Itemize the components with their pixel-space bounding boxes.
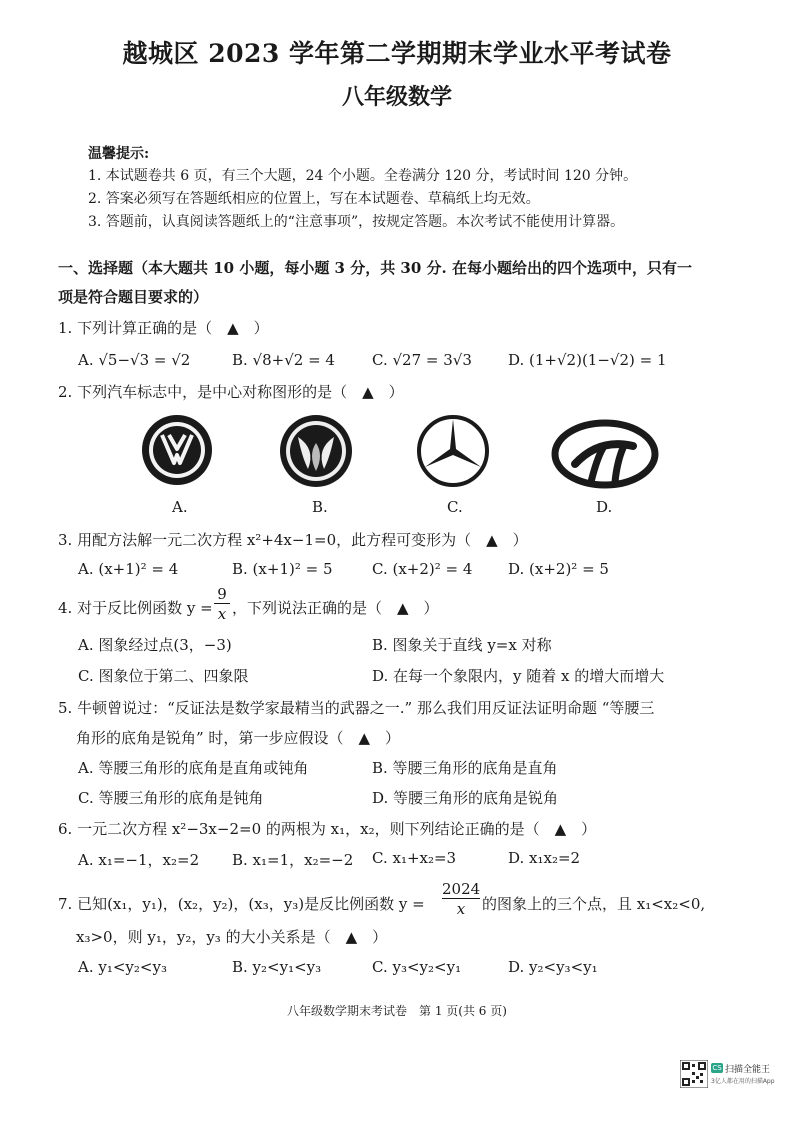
- question-7-option-b: B. y₂<y₁<y₃: [232, 958, 322, 976]
- question-2-label-b: B.: [312, 498, 328, 516]
- question-7-stem-end: 的图象上的三个点，且 x₁<x₂<0,: [482, 895, 706, 913]
- question-2-label-c: C.: [447, 498, 463, 516]
- tip-3: 3. 答题前，认真阅读答题纸上的“注意事项”，按规定答题。本次考试不能使用计算器。: [88, 214, 625, 230]
- volkswagen-logo: [140, 413, 214, 487]
- question-6-option-a: A. x₁=−1，x₂=2: [78, 851, 200, 869]
- scanner-badge: CS: [712, 1064, 722, 1072]
- question-4-option-c: C. 图象位于第二、四象限: [78, 667, 249, 685]
- question-7-option-a: A. y₁<y₂<y₃: [78, 958, 167, 976]
- question-3-option-c: C. (x+2)² = 4: [372, 560, 473, 578]
- question-3-option-d: D. (x+2)² = 5: [508, 560, 609, 578]
- question-1-stem: 1. 下列计算正确的是（ ▲ ）: [58, 319, 269, 337]
- question-5-line1: 5. 牛顿曾说过：“反证法是数学家最精当的武器之一.” 那么我们用反证法证明命题 “等腰三: [58, 699, 655, 717]
- question-7-stem-start: 7. 已知(x₁，y₁)，(x₂，y₂)，(x₃，y₃)是反比例函数 y =: [58, 895, 425, 913]
- tip-1: 1. 本试题卷共 6 页，有三个大题，24 个小题。全卷满分 120 分，考试时间 120 分钟。: [88, 168, 638, 184]
- question-3-option-b: B. (x+1)² = 5: [232, 560, 333, 578]
- section-heading-line1: 一、选择题（本大题共 10 小题，每小题 3 分，共 30 分. 在每小题给出的四个选项中，只有一: [58, 259, 692, 277]
- dongfeng-logo: [278, 413, 354, 489]
- question-5-line2: 角形的底角是锐角” 时，第一步应假设（ ▲ ）: [76, 729, 400, 747]
- scanner-watermark: [680, 1060, 780, 1090]
- question-7-fraction-denominator: x: [456, 900, 466, 918]
- question-7-line2: x₃>0，则 y₁，y₂，y₃ 的大小关系是（ ▲ ）: [76, 928, 388, 946]
- question-5-option-a: A. 等腰三角形的底角是直角或钝角: [78, 759, 309, 777]
- tip-2: 2. 答案必须写在答题纸相应的位置上，写在本试题卷、草稿纸上均无效。: [88, 191, 540, 207]
- question-1-option-b: B. √8+√2 = 4: [232, 351, 335, 369]
- question-4-option-a: A. 图象经过点(3，−3): [78, 636, 232, 654]
- question-5-option-b: B. 等腰三角形的底角是直角: [372, 759, 558, 777]
- scanner-tagline: 3亿人都在用的扫描App: [711, 1078, 775, 1085]
- question-6-option-c: C. x₁+x₂=3: [372, 849, 457, 867]
- question-7-option-c: C. y₃<y₂<y₁: [372, 958, 462, 976]
- question-1-option-c: C. √27 = 3√3: [372, 351, 472, 369]
- mercedes-logo: [415, 413, 491, 489]
- question-6-option-b: B. x₁=1，x₂=−2: [232, 851, 354, 869]
- question-4-stem-start: 4. 对于反比例函数 y =: [58, 599, 213, 617]
- qr-code-icon: [680, 1060, 708, 1088]
- question-6-stem: 6. 一元二次方程 x²−3x−2=0 的两根为 x₁，x₂，则下列结论正确的是（ ▲ ）: [58, 820, 597, 838]
- question-4-fraction-denominator: x: [217, 605, 227, 623]
- question-1-option-a: A. √5−√3 = √2: [78, 351, 191, 369]
- guangqi-logo: [551, 418, 659, 490]
- question-4-fraction-numerator: 9: [214, 586, 230, 604]
- section-heading-line2: 项是符合题目要求的）: [58, 288, 209, 306]
- page-footer: 八年级数学期末考试卷 第 1 页(共 6 页): [287, 1004, 507, 1018]
- question-3-option-a: A. (x+1)² = 4: [78, 560, 179, 578]
- tips-heading: 温馨提示:: [88, 146, 150, 162]
- exam-subtitle: 八年级数学: [341, 84, 452, 110]
- question-2-stem: 2. 下列汽车标志中，是中心对称图形的是（ ▲ ）: [58, 383, 404, 401]
- question-5-option-d: D. 等腰三角形的底角是锐角: [372, 789, 559, 807]
- question-2-label-a: A.: [172, 498, 188, 516]
- question-7-option-d: D. y₂<y₃<y₁: [508, 958, 598, 976]
- question-4-stem-end: ，下列说法正确的是（ ▲ ）: [232, 599, 439, 617]
- question-4-option-d: D. 在每一个象限内，y 随着 x 的增大而增大: [372, 667, 665, 685]
- exam-title: 越城区 2023 学年第二学期期末学业水平考试卷: [122, 39, 672, 68]
- question-3-stem: 3. 用配方法解一元二次方程 x²+4x−1=0，此方程可变形为（ ▲ ）: [58, 531, 528, 549]
- question-6-option-d: D. x₁x₂=2: [508, 849, 581, 867]
- scanner-brand: 扫描全能王: [725, 1065, 771, 1075]
- question-1-option-d: D. (1+√2)(1−√2) = 1: [508, 351, 667, 369]
- question-5-option-c: C. 等腰三角形的底角是钝角: [78, 789, 264, 807]
- question-4-option-b: B. 图象关于直线 y=x 对称: [372, 636, 552, 654]
- question-2-label-d: D.: [596, 498, 613, 516]
- question-7-fraction-numerator: 2024: [442, 880, 481, 898]
